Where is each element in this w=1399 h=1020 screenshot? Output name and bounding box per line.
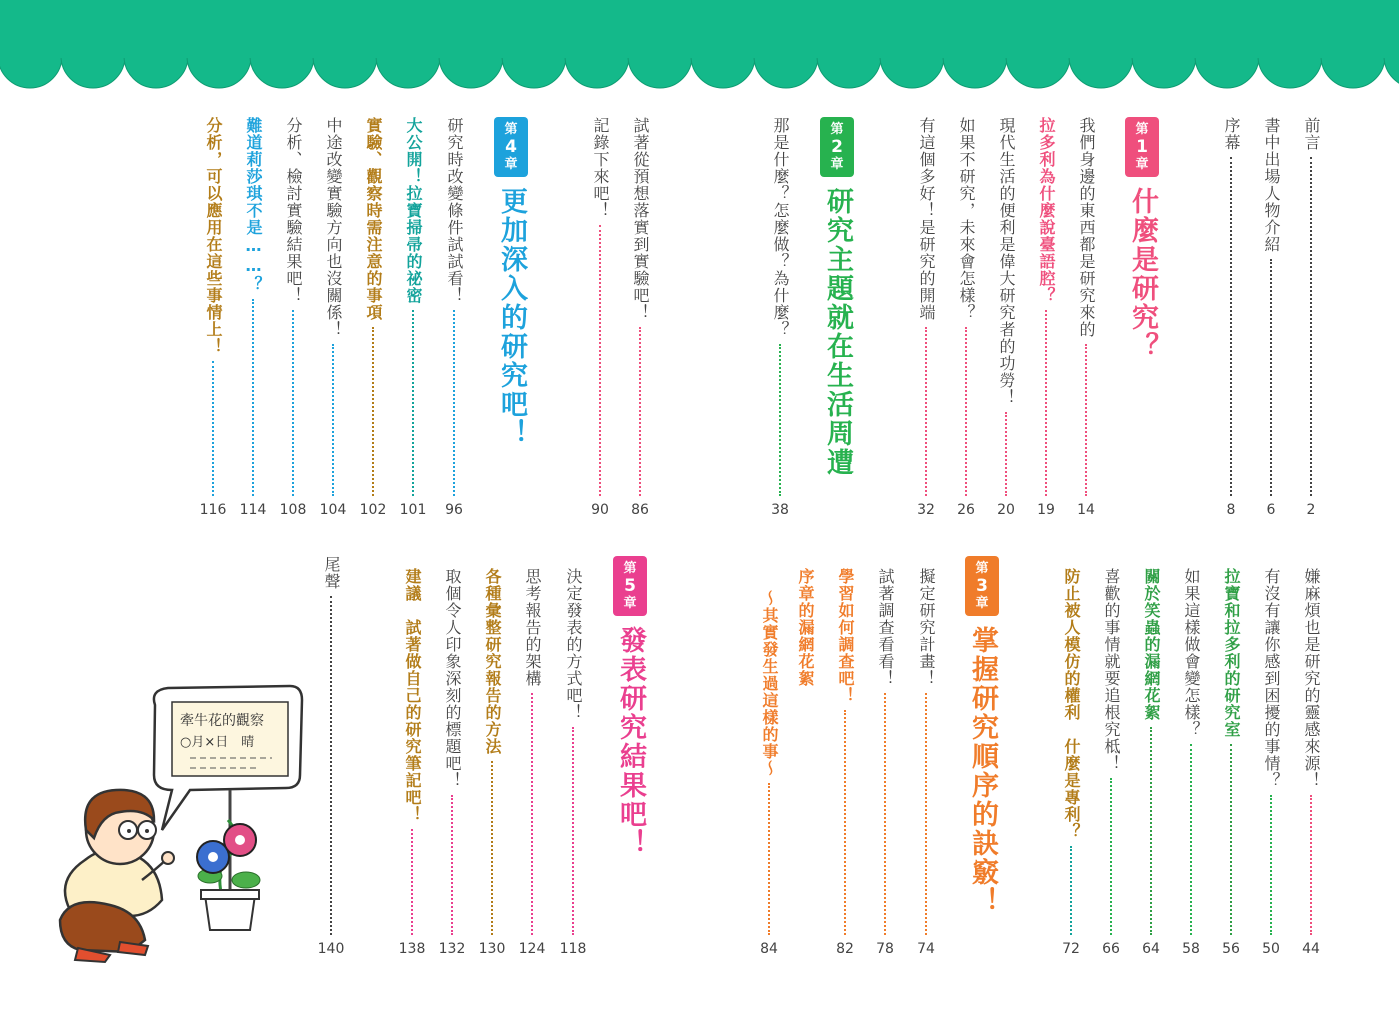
leader-dots [292,310,294,496]
page-number: 38 [771,502,789,518]
chapter-badge: 第 4 章 [494,117,528,177]
toc-entry[interactable]: 試著從預想落實到實驗吧！ [627,117,653,502]
toc-entry[interactable]: 有沒有讓你感到困擾的事情？ [1258,568,1284,941]
page-number: 72 [1062,941,1080,957]
toc-entry[interactable]: 擬定研究計畫！ [913,568,939,941]
toc-entry[interactable]: 記錄下來吧！ [587,117,613,502]
leader-dots [332,344,334,496]
toc-entry[interactable]: 中途改變實驗方向也沒關係！ [320,117,346,502]
page-number: 130 [478,941,506,957]
toc-entry-prologue[interactable] [1218,117,1244,502]
toc-entry[interactable]: 防止被人模仿的權利 什麼是專利？ [1058,568,1084,941]
toc-entry[interactable]: 決定發表的方式吧！ [560,568,586,941]
chapter-badge: 第 3 章 [965,556,999,616]
page-number: 86 [631,502,649,518]
svg-text:○月×日 晴: ○月×日 晴 [180,735,255,750]
page-number: 32 [917,502,935,518]
toc-entry-epilogue[interactable]: 尾聲 [318,556,344,941]
page-number: 78 [876,941,894,957]
leader-dots [412,310,414,496]
chapter-2-heading[interactable] [819,117,855,477]
toc-entry[interactable]: 那是什麼？怎麼做？為什麼？ [767,117,793,502]
leader-dots [372,327,374,496]
toc-entry[interactable]: 難道莉莎琪不是……？ [240,117,266,502]
chapter-badge: 第 5 章 [613,556,647,616]
toc-entry[interactable]: 各種彙整研究報告的方法 [479,568,505,941]
leader-dots [1005,412,1007,496]
toc-entry[interactable]: 嫌麻煩也是研究的靈感來源！ [1298,568,1324,941]
leader-dots [925,327,927,496]
page-number: 14 [1077,502,1095,518]
toc-entry-text: 序幕 [1222,117,1241,151]
leader-dots [925,693,927,935]
leader-dots [1110,778,1112,935]
chapter-title: 什麼是研究？ [1127,187,1158,361]
page-number: 90 [591,502,609,518]
leader-dots [779,344,781,496]
toc-entry[interactable]: 現代生活的便利是偉大研究者的功勞！ [993,117,1019,502]
chapter-title: 更加深入的研究吧！ [496,187,527,448]
chapter-title: 研究主題就在生活周遭 [822,187,853,477]
page-number: 56 [1222,941,1240,957]
toc-entry[interactable]: 拉寶和拉多利的研究室 [1218,568,1244,941]
chapter-3-heading[interactable] [964,556,1000,916]
page-number: 124 [518,941,546,957]
page-number: 114 [239,502,267,518]
page-number: 26 [957,502,975,518]
toc-entry-text: 前言 [1302,117,1321,151]
chapter-5-heading[interactable] [612,556,648,858]
toc-entry-text: 書中出場人物介紹 [1262,117,1281,253]
toc-entry[interactable]: 研究時改變條件試試看！ [441,117,467,502]
page-number: 50 [1262,941,1280,957]
page-number: 116 [199,502,227,518]
toc-entry[interactable]: 大公開！拉寶掃帚的祕密 [400,117,426,502]
leader-dots [252,299,254,496]
toc-entry[interactable]: 實驗、觀察時需注意的事項 [360,117,386,502]
leader-dots [1190,744,1192,935]
awning-banner [0,0,1399,92]
toc-entry[interactable]: 建議 試著做自己的研究筆記吧！ [399,568,425,941]
svg-text:牽牛花的觀察: 牽牛花的觀察 [180,713,264,729]
page-number: 140 [317,941,345,957]
leader-dots [1230,157,1232,496]
page-number: 84 [760,941,778,957]
page-number: 20 [997,502,1015,518]
toc-entry[interactable]: 分析、檢討實驗結果吧！ [280,117,306,502]
toc-entry[interactable]: 思考報告的架構 [519,568,545,941]
leader-dots [411,829,413,935]
toc-entry[interactable]: 序章的漏網花絮 [796,568,815,687]
page-number: 104 [319,502,347,518]
chapter-4-heading[interactable] [493,117,529,448]
toc-entry[interactable]: 取個令人印象深刻的標題吧！ [439,568,465,941]
toc-entry[interactable]: ～其實發生過這樣的事～ [756,590,782,941]
leader-dots [1310,157,1312,496]
page-number: 101 [399,502,427,518]
page-number: 138 [398,941,426,957]
leader-dots [1085,344,1087,496]
leader-dots [1230,744,1232,935]
leader-dots [1070,846,1072,935]
page-number: 108 [279,502,307,518]
leader-dots [330,596,332,935]
toc-entry-preface[interactable] [1298,117,1324,502]
awning-band [0,0,1399,58]
toc-entry[interactable]: 有這個多好！是研究的開端 [913,117,939,502]
page-number: 96 [445,502,463,518]
leader-dots [639,327,641,496]
chapter-badge: 第 1 章 [1125,117,1159,177]
toc-entry[interactable]: 我們身邊的東西都是研究來的 [1073,117,1099,502]
leader-dots [531,693,533,935]
leader-dots [1045,310,1047,496]
toc-entry[interactable]: 如果這樣做會變怎樣？ [1178,568,1204,941]
leader-dots [572,727,574,935]
leader-dots [453,310,455,496]
page-number: 8 [1226,502,1236,518]
chapter-title: 發表研究結果吧！ [615,626,646,858]
leader-dots [844,710,846,935]
boy-observing-morning-glory-illustration [50,680,310,970]
page-number: 74 [917,941,935,957]
leader-dots [1270,259,1272,496]
leader-dots [491,761,493,935]
page-number: 118 [559,941,587,957]
chapter-title: 掌握研究順序的訣竅！ [967,626,998,916]
page-number: 102 [359,502,387,518]
page-number: 19 [1037,502,1055,518]
toc-entry[interactable]: 關於笑蟲的漏網花絮 [1138,568,1164,941]
page-number: 6 [1266,502,1276,518]
leader-dots [212,361,214,496]
leader-dots [1270,795,1272,935]
leader-dots [768,783,770,935]
chapter-badge: 第 2 章 [820,117,854,177]
toc-entry[interactable]: 如果不研究，未來會怎樣？ [953,117,979,502]
leader-dots [1150,727,1152,935]
page-number: 2 [1306,502,1316,518]
page-number: 66 [1102,941,1120,957]
toc-entry[interactable]: 試著調查看看！ [872,568,898,941]
leader-dots [1310,795,1312,935]
page-number: 44 [1302,941,1320,957]
leader-dots [965,327,967,496]
toc-entry[interactable]: 分析，可以應用在這些事情上！ [200,117,226,502]
page-number: 82 [836,941,854,957]
page-number: 64 [1142,941,1160,957]
toc-entry[interactable]: 喜歡的事情就要追根究柢！ [1098,568,1124,941]
leader-dots [451,795,453,935]
leader-dots [599,225,601,496]
page-number: 58 [1182,941,1200,957]
toc-entry-characters[interactable] [1258,117,1284,502]
toc-entry[interactable]: 學習如何調查吧！ [832,568,858,941]
toc-entry[interactable]: 拉多利為什麼說臺語腔？ [1033,117,1059,502]
chapter-1-heading[interactable] [1124,117,1160,361]
leader-dots [884,693,886,935]
page-number: 132 [438,941,466,957]
